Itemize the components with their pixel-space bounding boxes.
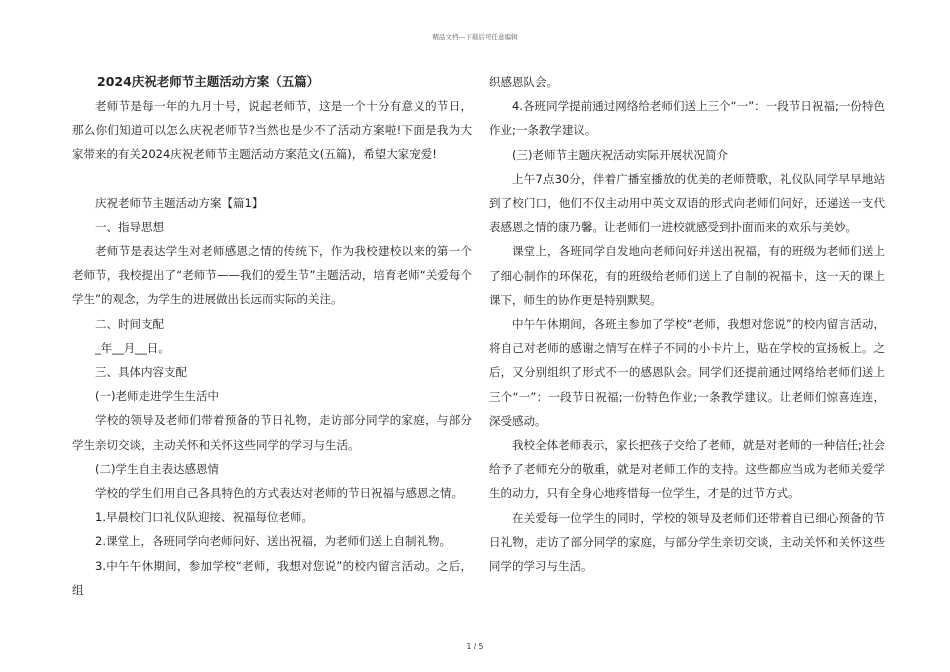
body-paragraph: 在关爱每一位学生的同时，学校的领导及老师们还带着自已细心预备的节日礼物，走访了部分同学的家庭，与部分学生亲切交谈，主动关怀和关怀这些同学的学习与生活。: [489, 510, 885, 574]
body-paragraph: 我校全体老师表示，家长把孩子交给了老师，就是对老师的一种信任;社会给予了老师充分的敬重，就是对老师工作的支持。这些都应当成为老师关爱学生的动力，只有全身心地疼惜每一位学生，才是的过节方式。: [489, 438, 885, 501]
section-heading: 二、时间支配: [95, 316, 164, 331]
page-header: 精品文档---下载后可任意编辑: [432, 33, 518, 41]
subsection-heading: (一)老师走进学生生活中: [95, 389, 219, 404]
section-heading: 三、具体内容支配: [95, 365, 187, 380]
left-column: [72, 70, 472, 602]
subsection-heading: (二)学生自主表达感恩情: [95, 461, 219, 476]
body-paragraph: 上午7点30分，伴着广播室播放的优美的老师赞歌，礼仪队同学早早地站到了校门口，他们不仅主动用中英文双语的形式向老师们问好，还递送一支代表感恩之情的康乃馨。让老师们一进校就感受到扑面而来的欢乐与美妙。: [489, 171, 885, 235]
page-number: 1 / 5: [466, 642, 484, 651]
list-item: 4.各班同学提前通过网络给老师们送上三个“一”：一段节日祝福;一份特色作业;一条教学建议。: [489, 99, 885, 138]
body-paragraph: 课堂上，各班同学自发地向老师问好并送出祝福，有的班级为老师们送上了细心制作的环保花，有的班级给老师们送上了自制的祝福卡，这一天的课上课下，师生的协作更是特别默契。: [489, 244, 885, 307]
body-paragraph: 学校的学生们用自己各具特色的方式表达对老师的节日祝福与感恩之情。: [95, 486, 463, 501]
list-item: 1.早晨校门口礼仪队迎接、祝福每位老师。: [95, 510, 313, 525]
list-item: 3.中午午休期间，参加学校“老师，我想对您说”的校内留言活动。之后，组: [72, 558, 472, 597]
intro-paragraph: 老师节是每一年的九月十号，说起老师节，这是一个十分有意义的节日，那么你们知道可以怎么庆祝老师节?当然也是少不了活动方案啦!下面是我为大家带来的有关2024庆祝老师节主题活动方案范文(五篇)，希望大家宠爱!: [72, 99, 472, 162]
body-paragraph: 学校的领导及老师们带着预备的节日礼物，走访部分同学的家庭，与部分学生亲切交谈，主动关怀和关怀这些同学的学习与生活。: [72, 413, 472, 452]
right-column: [489, 70, 885, 578]
spacer: [72, 167, 472, 191]
body-paragraph: 中午午休期间，各班主参加了学校“老师，我想对您说”的校内留言活动，将自己对老师的感谢之情写在样子不同的小卡片上，贴在学校的宣扬板上。之后，又分别组织了形式不一的感恩队会。同学们还提前通过网络给老师们送上三个“一”：一段节日祝福;一份特色作业;一条教学建议。让老师们惊喜连连，深受感动。: [489, 317, 885, 428]
document-title: 2024庆祝老师节主题活动方案（五篇）: [97, 74, 320, 89]
continued-text: 织感恩队会。: [489, 75, 558, 89]
subsection-heading: (三)老师节主题庆祝活动实际开展状况简介: [512, 147, 728, 162]
body-paragraph: _年__月__日。: [95, 340, 170, 355]
body-paragraph: 老师节是表达学生对老师感恩之情的传统下，作为我校建校以来的第一个老师节，我校提出了“老师节——我们的爱生节”主题活动，培育老师“关爱每个学生”的观念，为学生的进展做出长远而实际的关注。: [72, 244, 472, 307]
list-item: 2.课堂上，各班同学向老师问好、送出祝福，为老师们送上自制礼物。: [95, 534, 451, 549]
section-heading: 庆祝老师节主题活动方案【篇1】: [95, 195, 264, 210]
section-heading: 一、指导思想: [95, 219, 164, 234]
